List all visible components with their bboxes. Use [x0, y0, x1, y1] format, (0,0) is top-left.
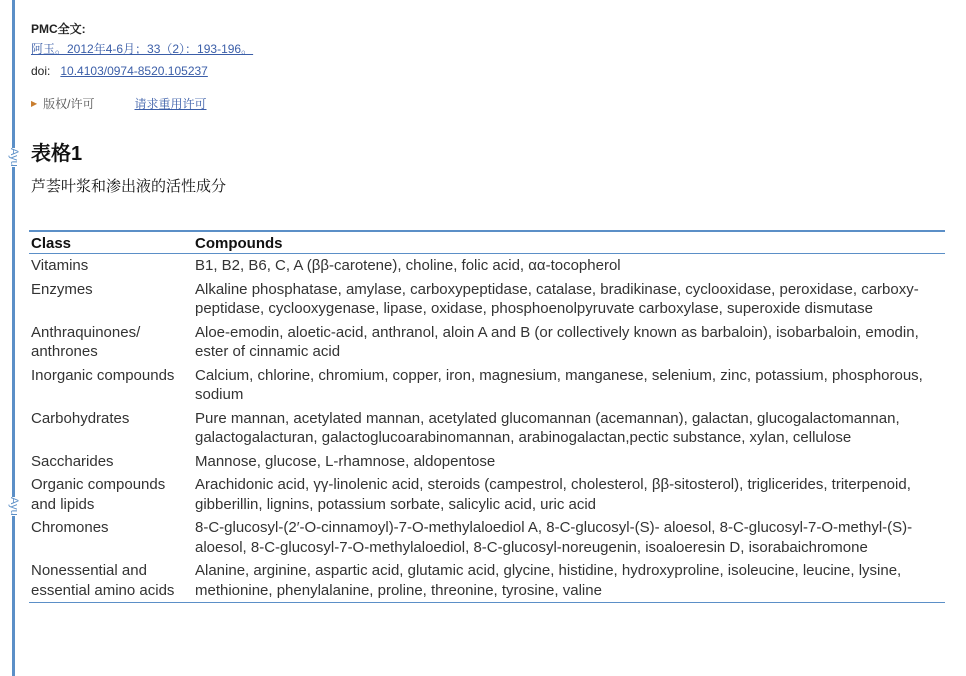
table-row: [29, 473, 945, 516]
compounds-cell: Calcium, chlorine, chromium, copper, iron, magnesium, manganese, selenium, zinc, potassium, phosphorous, sodium: [195, 366, 923, 403]
class-cell: Nonessential and essential amino acids: [31, 562, 175, 599]
copyright-label[interactable]: 版权/许可: [43, 97, 95, 111]
side-journal-tag: Ayu: [5, 148, 23, 167]
class-cell: Organic compounds and lipids: [31, 476, 166, 513]
table-row: [29, 254, 945, 278]
request-permission-link[interactable]: 请求重用许可: [134, 97, 207, 111]
table-title: 表格1: [31, 143, 83, 165]
permissions-row: [31, 95, 207, 112]
doi-label: doi:: [31, 64, 51, 78]
table-row: [29, 278, 945, 321]
citation-block: [31, 20, 253, 82]
compounds-cell: Alkaline phosphatase, amylase, carboxypeptidase, catalase, bradikinase, cyclooxidase, peroxidase, carboxy-peptidase, cyclooxygenase, lipase, oxidase, phosphoenolpyruvate carboxylase, superoxide dismutase: [195, 280, 919, 317]
compounds-cell: Mannose, glucose, L-rhamnose, aldopentose: [195, 452, 496, 470]
compounds-table: [29, 230, 945, 603]
side-rail: [12, 0, 15, 676]
side-journal-tag: Ayu: [5, 497, 23, 516]
table-row: [29, 450, 945, 474]
doi-link[interactable]: 10.4103/0974-8520.105237: [60, 64, 208, 78]
compounds-cell: 8-C-glucosyl-(2′-O-cinnamoyl)-7-O-methylaloediol A, 8-C-glucosyl-(S)- aloesol, 8-C-glucosyl-7-O-methyl-(S)-aloesol, 8-C-glucosyl-7-O-methylaloediol, 8-C-glucosyl-noreugenin, isoaloeresin D, isorabaichromone: [195, 519, 913, 556]
class-cell: Carbohydrates: [31, 409, 130, 427]
citation-link[interactable]: 阿玉。2012年4-6月；33（2）：193-196。: [31, 42, 254, 56]
compounds-cell: Pure mannan, acetylated mannan, acetylated glucomannan (acemannan), galactan, glucogalactomannan, galactogalacturan, galactoglucoarabinomannan, arabinogalactan,pectic substance, xylan, cellulose: [195, 409, 900, 446]
expand-arrow-icon[interactable]: ▶: [31, 99, 38, 108]
class-cell: Inorganic compounds: [31, 366, 175, 384]
table-header-row: [29, 231, 945, 254]
table-row: [29, 364, 945, 407]
class-cell: Saccharides: [31, 452, 114, 470]
class-cell: Enzymes: [31, 280, 93, 298]
class-cell: Vitamins: [31, 257, 89, 274]
table-caption: 芦荟叶浆和渗出液的活性成分: [31, 177, 227, 195]
table-row: [29, 407, 945, 450]
compounds-cell: B1, B2, B6, C, A (ββ-carotene), choline, folic acid, αα-tocopherol: [195, 257, 621, 274]
class-cell: Anthraquinones/ anthrones: [31, 323, 141, 360]
column-header-compounds: Compounds: [195, 235, 283, 252]
compounds-cell: Arachidonic acid, γγ-linolenic acid, steroids (campestrol, cholesterol, ββ-sitosterol), triglicerides, triterpenoid, gibberillin, lignins, potassium sorbate, salicylic acid, uric acid: [195, 476, 911, 513]
compounds-cell: Aloe-emodin, aloetic-acid, anthranol, aloin A and B (or collectively known as barbaloin), isobarbaloin, emodin, ester of cinnamic acid: [195, 323, 919, 360]
table-row: [29, 321, 945, 364]
table-row: [29, 516, 945, 559]
table-row: [29, 559, 945, 603]
compounds-cell: Alanine, arginine, aspartic acid, glutamic acid, glycine, histidine, hydroxyproline, isoleucine, leucine, lysine, methionine, phenylalanine, proline, threonine, tyrosine, valine: [195, 562, 902, 599]
column-header-class: Class: [31, 235, 72, 252]
pmc-fulltext-heading: PMC全文:: [31, 22, 86, 36]
class-cell: Chromones: [31, 519, 109, 536]
